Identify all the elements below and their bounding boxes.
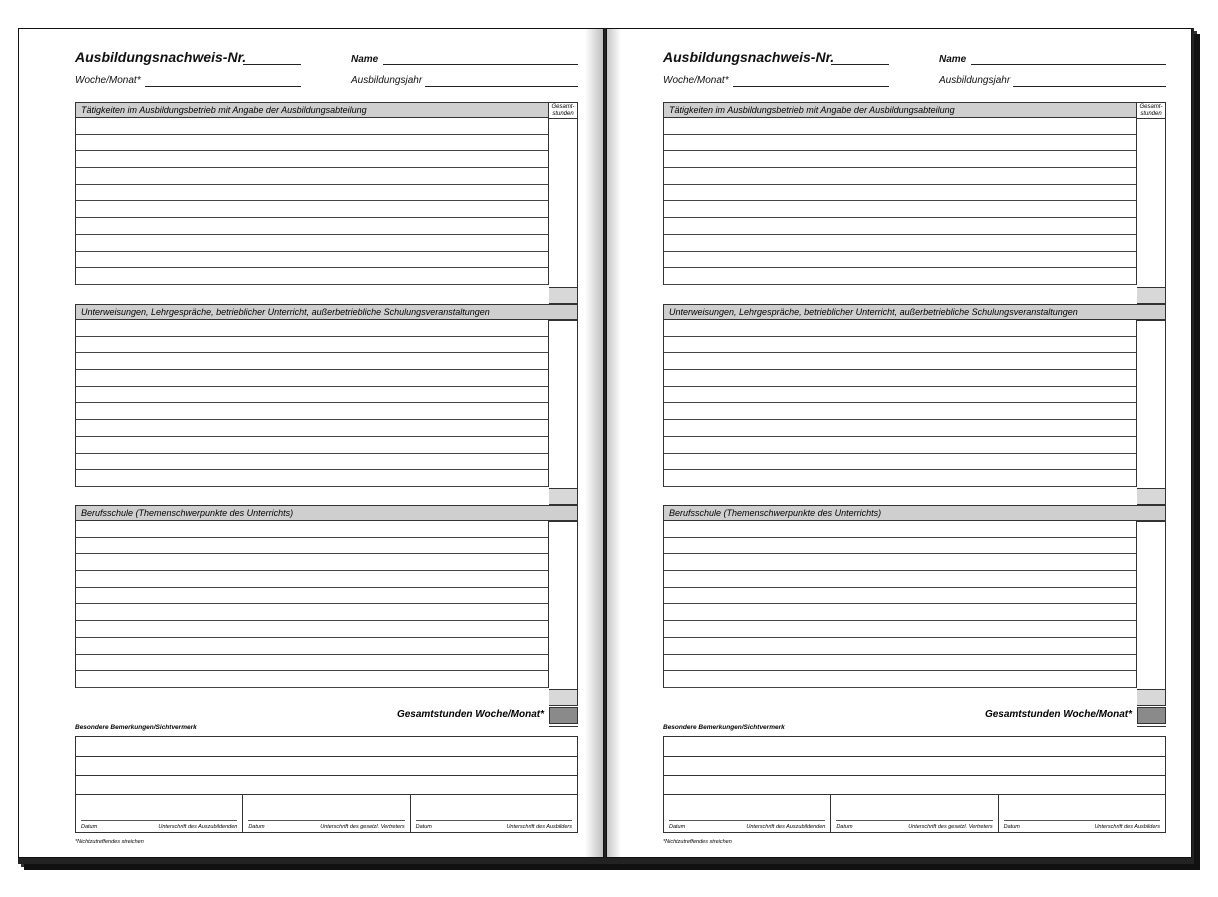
entry-line[interactable] (76, 538, 548, 555)
entry-line[interactable] (664, 638, 1136, 655)
section-vocational-school (663, 505, 1166, 706)
entry-line[interactable] (664, 118, 1136, 135)
section-heading: Unterweisungen, Lehrgespräche, betrieblicher Unterricht, außerbetriebliche Schulungsveranstaltungen (75, 304, 578, 320)
week-month-label: Woche/Monat* (663, 75, 729, 86)
entry-line[interactable] (76, 320, 548, 337)
signature-line (669, 820, 825, 821)
signature-line (416, 820, 572, 821)
signature-trainer[interactable] (999, 795, 1165, 832)
report-number-label: Ausbildungsnachweis-Nr. (663, 49, 835, 65)
entry-line[interactable] (664, 370, 1136, 387)
section-instructions (75, 304, 578, 505)
section-activities (663, 102, 1166, 304)
entry-line[interactable] (664, 135, 1136, 152)
entry-line[interactable] (76, 252, 548, 269)
total-hours-box[interactable] (1137, 707, 1166, 724)
activity-lines[interactable] (663, 118, 1137, 285)
school-lines[interactable] (75, 521, 549, 688)
signature-guardian[interactable] (243, 795, 410, 832)
entry-line[interactable] (664, 268, 1136, 285)
signature-label: Unterschrift des Auszubildenden (158, 824, 238, 830)
training-year-field[interactable] (1013, 86, 1166, 87)
section-heading: Berufsschule (Themenschwerpunkte des Unterrichts) (663, 505, 1166, 521)
section-heading: Berufsschule (Themenschwerpunkte des Unterrichts) (75, 505, 578, 521)
hours-column[interactable] (1137, 521, 1166, 706)
entry-line[interactable] (664, 201, 1136, 218)
remarks-label: Besondere Bemerkungen/Sichtvermerk (75, 724, 197, 731)
remarks-line[interactable] (664, 757, 1165, 777)
entry-line[interactable] (664, 218, 1136, 235)
entry-line[interactable] (664, 420, 1136, 437)
signature-label: Unterschrift des gesetzl. Vertreters (320, 824, 405, 830)
entry-line[interactable] (76, 201, 548, 218)
entry-line[interactable] (664, 337, 1136, 354)
entry-line[interactable] (664, 168, 1136, 185)
hours-column[interactable] (549, 320, 578, 505)
entry-line[interactable] (76, 470, 548, 487)
entry-line[interactable] (664, 437, 1136, 454)
report-number-field[interactable] (831, 64, 889, 65)
week-month-field[interactable] (733, 86, 889, 87)
entry-line[interactable] (76, 118, 548, 135)
entry-line[interactable] (664, 588, 1136, 605)
signature-trainee[interactable] (76, 795, 243, 832)
signature-line (1004, 820, 1160, 821)
entry-line[interactable] (76, 604, 548, 621)
entry-line[interactable] (664, 185, 1136, 202)
entry-line[interactable] (664, 470, 1136, 487)
entry-line[interactable] (76, 554, 548, 571)
left-page (18, 28, 604, 858)
date-label: Datum (248, 824, 265, 830)
training-year-label: Ausbildungsjahr (939, 75, 1011, 86)
signature-row (75, 795, 578, 833)
hours-column[interactable] (549, 521, 578, 706)
signature-line (248, 820, 404, 821)
instruction-lines[interactable] (75, 320, 549, 487)
entry-line[interactable] (76, 420, 548, 437)
activity-lines[interactable] (75, 118, 549, 285)
entry-line[interactable] (76, 588, 548, 605)
section-heading: Unterweisungen, Lehrgespräche, betrieblicher Unterricht, außerbetriebliche Schulungsveranstaltungen (663, 304, 1166, 320)
hours-subtotal[interactable] (549, 287, 577, 303)
entry-line[interactable] (76, 353, 548, 370)
remarks-line[interactable] (76, 737, 577, 757)
signature-label: Unterschrift des Ausbilders (506, 824, 572, 830)
report-book (18, 28, 1194, 864)
section-heading: Tätigkeiten im Ausbildungsbetrieb mit Angabe der Ausbildungsabteilung (75, 102, 549, 118)
entry-line[interactable] (76, 337, 548, 354)
name-field[interactable] (383, 64, 578, 65)
entry-line[interactable] (76, 387, 548, 404)
entry-line[interactable] (76, 168, 548, 185)
hours-subtotal[interactable] (1137, 287, 1165, 303)
entry-line[interactable] (76, 454, 548, 471)
date-label: Datum (81, 824, 98, 830)
footnote: *Nichtzutreffendes streichen (75, 839, 144, 845)
hours-column[interactable] (1137, 102, 1166, 304)
entry-line[interactable] (76, 151, 548, 168)
right-page (606, 28, 1192, 858)
section-vocational-school (75, 505, 578, 706)
date-label: Datum (1003, 824, 1020, 830)
week-month-label: Woche/Monat* (75, 75, 141, 86)
entry-line[interactable] (76, 571, 548, 588)
hours-subtotal[interactable] (549, 689, 577, 705)
hours-column-label: Gesamt-stunden (1137, 103, 1165, 119)
signature-row (663, 795, 1166, 833)
entry-line[interactable] (76, 370, 548, 387)
remarks-line[interactable] (76, 757, 577, 777)
date-label: Datum (415, 824, 432, 830)
name-label: Name (351, 54, 379, 65)
entry-line[interactable] (76, 638, 548, 655)
signature-line (81, 820, 237, 821)
entry-line[interactable] (664, 538, 1136, 555)
entry-line[interactable] (664, 621, 1136, 638)
remarks-box[interactable] (663, 736, 1166, 795)
total-underline (549, 726, 578, 727)
signature-label: Unterschrift des Auszubildenden (746, 824, 826, 830)
entry-line[interactable] (76, 437, 548, 454)
signature-label: Unterschrift des Ausbilders (1094, 824, 1160, 830)
signature-guardian[interactable] (831, 795, 998, 832)
entry-line[interactable] (664, 151, 1136, 168)
name-label: Name (939, 54, 967, 65)
signature-label: Unterschrift des gesetzl. Vertreters (908, 824, 993, 830)
entry-line[interactable] (664, 353, 1136, 370)
total-hours-box[interactable] (549, 707, 578, 724)
training-year-label: Ausbildungsjahr (351, 75, 423, 86)
entry-line[interactable] (664, 671, 1136, 688)
school-lines[interactable] (663, 521, 1137, 688)
remarks-line[interactable] (76, 776, 577, 796)
hours-subtotal[interactable] (1137, 488, 1165, 504)
date-label: Datum (669, 824, 686, 830)
entry-line[interactable] (76, 185, 548, 202)
entry-line[interactable] (76, 235, 548, 252)
hours-column-label: Gesamt-stunden (549, 103, 577, 119)
hours-subtotal[interactable] (1137, 689, 1165, 705)
remarks-line[interactable] (664, 776, 1165, 796)
report-number-field[interactable] (243, 64, 301, 65)
total-underline (1137, 726, 1166, 727)
section-instructions (663, 304, 1166, 505)
entry-line[interactable] (76, 218, 548, 235)
hours-subtotal[interactable] (549, 488, 577, 504)
remarks-line[interactable] (664, 737, 1165, 757)
entry-line[interactable] (664, 320, 1136, 337)
signature-trainer[interactable] (411, 795, 577, 832)
entry-line[interactable] (76, 403, 548, 420)
entry-line[interactable] (76, 621, 548, 638)
entry-line[interactable] (664, 454, 1136, 471)
hours-column[interactable] (1137, 320, 1166, 505)
total-hours-label: Gesamtstunden Woche/Monat* (984, 709, 1132, 720)
section-heading: Tätigkeiten im Ausbildungsbetrieb mit Angabe der Ausbildungsabteilung (663, 102, 1137, 118)
name-field[interactable] (971, 64, 1166, 65)
entry-line[interactable] (664, 403, 1136, 420)
entry-line[interactable] (76, 671, 548, 688)
entry-line[interactable] (664, 554, 1136, 571)
signature-trainee[interactable] (664, 795, 831, 832)
entry-line[interactable] (76, 268, 548, 285)
total-hours-label: Gesamtstunden Woche/Monat* (396, 709, 544, 720)
footnote: *Nichtzutreffendes streichen (663, 839, 732, 845)
training-year-field[interactable] (425, 86, 578, 87)
signature-line (836, 820, 992, 821)
remarks-box[interactable] (75, 736, 578, 795)
hours-column[interactable] (549, 102, 578, 304)
section-activities (75, 102, 578, 304)
entry-line[interactable] (76, 655, 548, 672)
entry-line[interactable] (664, 571, 1136, 588)
report-number-label: Ausbildungsnachweis-Nr. (75, 49, 247, 65)
week-month-field[interactable] (145, 86, 301, 87)
entry-line[interactable] (664, 252, 1136, 269)
entry-line[interactable] (664, 604, 1136, 621)
entry-line[interactable] (76, 521, 548, 538)
date-label: Datum (836, 824, 853, 830)
entry-line[interactable] (664, 387, 1136, 404)
entry-line[interactable] (664, 235, 1136, 252)
remarks-label: Besondere Bemerkungen/Sichtvermerk (663, 724, 785, 731)
instruction-lines[interactable] (663, 320, 1137, 487)
entry-line[interactable] (76, 135, 548, 152)
entry-line[interactable] (664, 521, 1136, 538)
entry-line[interactable] (664, 655, 1136, 672)
